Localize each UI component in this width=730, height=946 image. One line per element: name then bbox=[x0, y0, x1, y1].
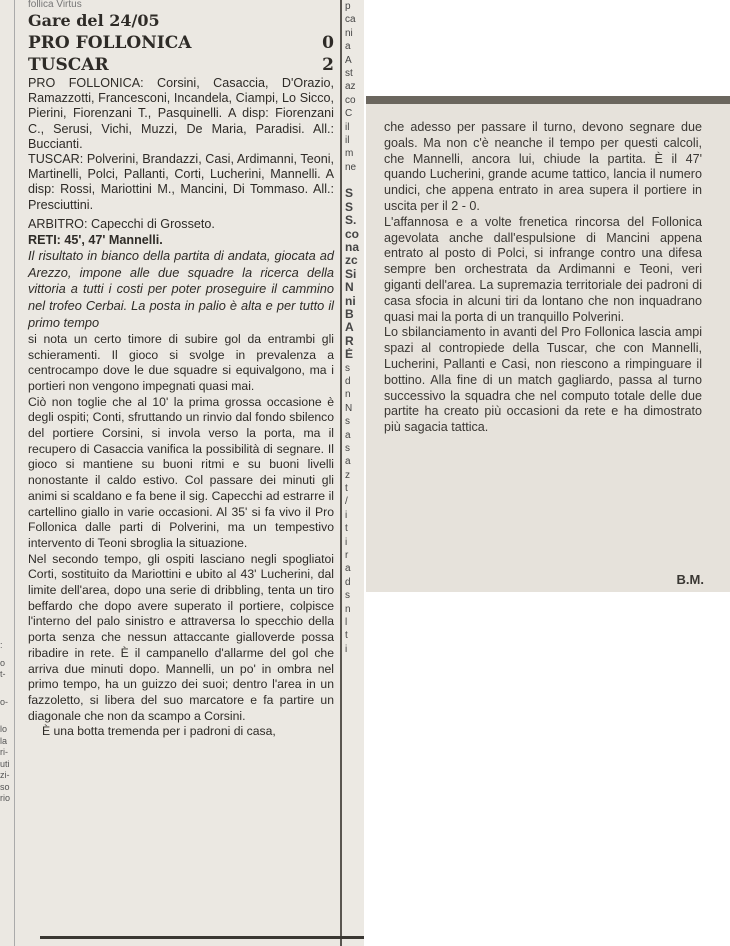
column-rule bbox=[14, 0, 15, 946]
stub-fragment: A bbox=[345, 54, 352, 66]
lineup-home: PRO FOLLONICA: Corsini, Casaccia, D'Orazio, Ramazzotti, Francesconi, Incandela, Ciampi, Lo Sicco, Pierini, Fiorenzani T., Pasquinelli. A disp: Fiorenzani C., Serusi, Vichi, Muzzi, De Maria, Paradisi. All.: Buccianti. bbox=[28, 76, 334, 151]
goals: RETI: 45', 47' Mannelli. bbox=[28, 232, 163, 247]
body-paragraph: Ciò non toglie che al 10' la prima grossa occasione è degli ospiti; Conti, sfruttando un rinvio dal fondo sbilenco del portiere Corsini, si invola verso la porta, ma il recupero di Casaccia vanifica la possibilità di segnare. Il gioco si mantiene su buoni ritmi e su buoni livelli nonostante il caldo estivo. Col passare dei minuti gli animi si scaldano e fa bene il sig. Capecchi ad estrarre il cartellino giallo in varie occasioni. Al 35' si fa vivo il Pro Follonica dalle parti di Polverini, ma un tempestivo intervento di Teoni sbroglia la situazione. bbox=[28, 394, 334, 550]
stub-fragment: C bbox=[345, 108, 353, 120]
stub-fragment: N bbox=[345, 281, 354, 295]
stub-fragment: so bbox=[0, 781, 10, 792]
stub-fragment: a bbox=[345, 429, 351, 441]
lead-paragraph: Il risultato in bianco della partita di andata, giocata ad Arezzo, impone alle due squadre la ricerca della vittoria a tutti i costi per poter proseguire il cammino nel trofeo Cerbai. La posta in palio è alta e per tutto il primo tempo bbox=[28, 247, 334, 331]
stub-fragment: rio bbox=[0, 793, 11, 803]
stub-fragment: st bbox=[345, 67, 353, 79]
stub-fragment: az bbox=[345, 81, 356, 93]
left-stub-column bbox=[0, 0, 12, 946]
stub-fragment: na bbox=[345, 241, 360, 255]
stub-fragment: ne bbox=[345, 161, 357, 173]
stub-fragment: i bbox=[345, 509, 348, 521]
stub-fragment: a bbox=[345, 563, 351, 575]
stub-fragment: d bbox=[345, 375, 351, 387]
article-column bbox=[28, 0, 334, 740]
stub-fragment: a bbox=[345, 41, 351, 53]
stub-fragment: / bbox=[345, 496, 348, 508]
stub-fragment: ri- bbox=[0, 747, 8, 757]
stub-fragment: n bbox=[345, 389, 351, 401]
stub-fragment: S bbox=[345, 187, 354, 201]
stub-fragment: zc bbox=[345, 254, 358, 268]
stub-fragment: t bbox=[345, 523, 348, 535]
stub-fragment: il bbox=[345, 134, 350, 146]
stub-fragment: d bbox=[345, 576, 351, 588]
stub-fragment: i bbox=[345, 643, 348, 655]
referee: ARBITRO: Capecchi di Grosseto. bbox=[28, 216, 215, 231]
score-home: 0 bbox=[322, 33, 334, 53]
body-paragraph: si nota un certo timore di subire gol da entrambi gli schieramenti. Il gioco si svolge in prevalenza a centrocampo dove le due squadre si equivalgono, ma i portieri non vengono impegnati quasi mai. bbox=[28, 331, 334, 393]
stub-fragment: co bbox=[345, 227, 360, 241]
stub-fragment: r bbox=[345, 550, 349, 562]
stub-fragment: B bbox=[345, 307, 354, 321]
stub-fragment: z bbox=[345, 469, 350, 481]
stub-fragment: : bbox=[0, 640, 3, 650]
stub-fragment: s bbox=[345, 442, 350, 454]
stub-fragment: s bbox=[345, 416, 350, 428]
stub-fragment: lo bbox=[0, 724, 8, 734]
stub-fragment bbox=[345, 174, 364, 187]
clipping-left bbox=[0, 0, 364, 946]
stub-fragment: la bbox=[0, 735, 8, 746]
stub-fragment: s bbox=[345, 362, 350, 374]
stub-fragment: uti bbox=[0, 758, 10, 769]
stub-fragment: a bbox=[345, 456, 351, 468]
body-paragraph: È una botta tremenda per i padroni di casa, bbox=[42, 724, 276, 739]
continuation-column bbox=[384, 120, 702, 436]
right-stub-column bbox=[340, 0, 364, 946]
continuation-paragraph: che adesso per passare il turno, devono segnare due goals. Ma non c'è neanche il tempo per questi calcoli, che Mannelli, ancora lui, chiude la partita. È il 47' quando Lucherini, grande acume tattico, lancia il numero undici, che appena entrato in area supera il portiere in uscita per il 2 - 0. bbox=[384, 120, 702, 213]
stub-fragment: ca bbox=[345, 14, 356, 26]
team-away: TUSCAR bbox=[28, 55, 109, 75]
stub-fragment: S. bbox=[345, 214, 357, 228]
stub-fragment: m bbox=[345, 148, 354, 160]
stub-fragment: ni bbox=[345, 294, 356, 308]
stub-fragment: S bbox=[345, 200, 354, 214]
stub-fragment: il bbox=[345, 121, 350, 133]
stub-fragment: ni bbox=[345, 27, 353, 39]
stub-fragment: p bbox=[345, 1, 351, 12]
stub-fragment: t- bbox=[0, 669, 6, 679]
score-away: 2 bbox=[322, 55, 334, 75]
stub-fragment: s bbox=[345, 590, 350, 602]
stub-fragment: l bbox=[345, 616, 348, 628]
stub-fragment: A bbox=[345, 321, 354, 335]
stub-fragment: i bbox=[345, 536, 348, 548]
top-fragment: follica Virtus bbox=[28, 0, 82, 10]
stub-fragment: Si bbox=[345, 267, 357, 281]
continuation-paragraph: Lo sbilanciamento in avanti del Pro Follonica lascia ampi spazi al contropiede della Tuscar, che con Mannelli, Lucherini, Pallanti e Casi, non riescono a rimpinguare il bottino. Alla fine di un match gagliardo, passa al turno successivo la squadra che nel computo totale delle due partite ha creato più occasioni da rete e ha dimostrato più sagacia tattica. bbox=[384, 325, 702, 435]
stub-fragment: È bbox=[345, 348, 354, 362]
clipping-right bbox=[366, 96, 730, 592]
date-heading: Gare del 24/05 bbox=[28, 11, 160, 30]
stub-fragment: co bbox=[345, 94, 356, 106]
stub-fragment: o bbox=[0, 657, 6, 668]
stub-fragment: zi- bbox=[0, 770, 10, 780]
bottom-rule bbox=[40, 936, 364, 939]
continuation-paragraph: L'affannosa e a volte frenetica rincorsa del Follonica agevolata anche dall'espulsione di Mancini appena entrato al posto di Polci, si infrange contro una difesa sempre ben orchestrata da Ardimanni e Teoni, veri giganti dell'area. La supremazia territoriale dei padroni di casa sfocia in alcuni tiri da lontano che non inquadrano quasi mai la porta di un tranquillo Polverini. bbox=[384, 214, 702, 324]
stub-fragment: n bbox=[345, 603, 351, 615]
stub-fragment: N bbox=[345, 402, 353, 414]
lineup-away: TUSCAR: Polverini, Brandazzi, Casi, Ardimanni, Teoni, Martinelli, Polci, Pallanti, Corti, Lucherini, Mannelli. A disp: Rossi, Mariottini M., Mancini, Di Tommaso. All.: Presciuttini. bbox=[28, 152, 334, 212]
stub-fragment: t bbox=[345, 483, 348, 495]
top-rule bbox=[366, 96, 730, 104]
stub-fragment: t bbox=[345, 630, 348, 642]
stub-fragment: o- bbox=[0, 696, 9, 707]
team-home: PRO FOLLONICA bbox=[28, 33, 192, 53]
author-signature: B.M. bbox=[676, 572, 704, 587]
score-row-away bbox=[28, 54, 334, 76]
stub-fragment: R bbox=[345, 334, 354, 348]
score-row-home bbox=[28, 32, 334, 54]
body-paragraph: Nel secondo tempo, gli ospiti lasciano negli spogliatoi Corti, sostituito da Mariottini e ubito al 43' Lucherini, dal limite dell'area, dopo una serie di dribbling, tenta un tiro beffardo che dopo avere superato il portiere, colpisce l'interno del palo sinistro e attraversa lo specchio della porta senza che nessun attaccante gialloverde possa ribadire in rete. È il campanello d'allarme del gol che arriva due minuti dopo. Mannelli, un po' in ombra nel primo tempo, ha un guizzo dei suoi; dentro l'area in un fazzoletto, si libera del suo marcatore e fa partire un diagonale che non da scampo a Corsini. bbox=[28, 551, 334, 723]
